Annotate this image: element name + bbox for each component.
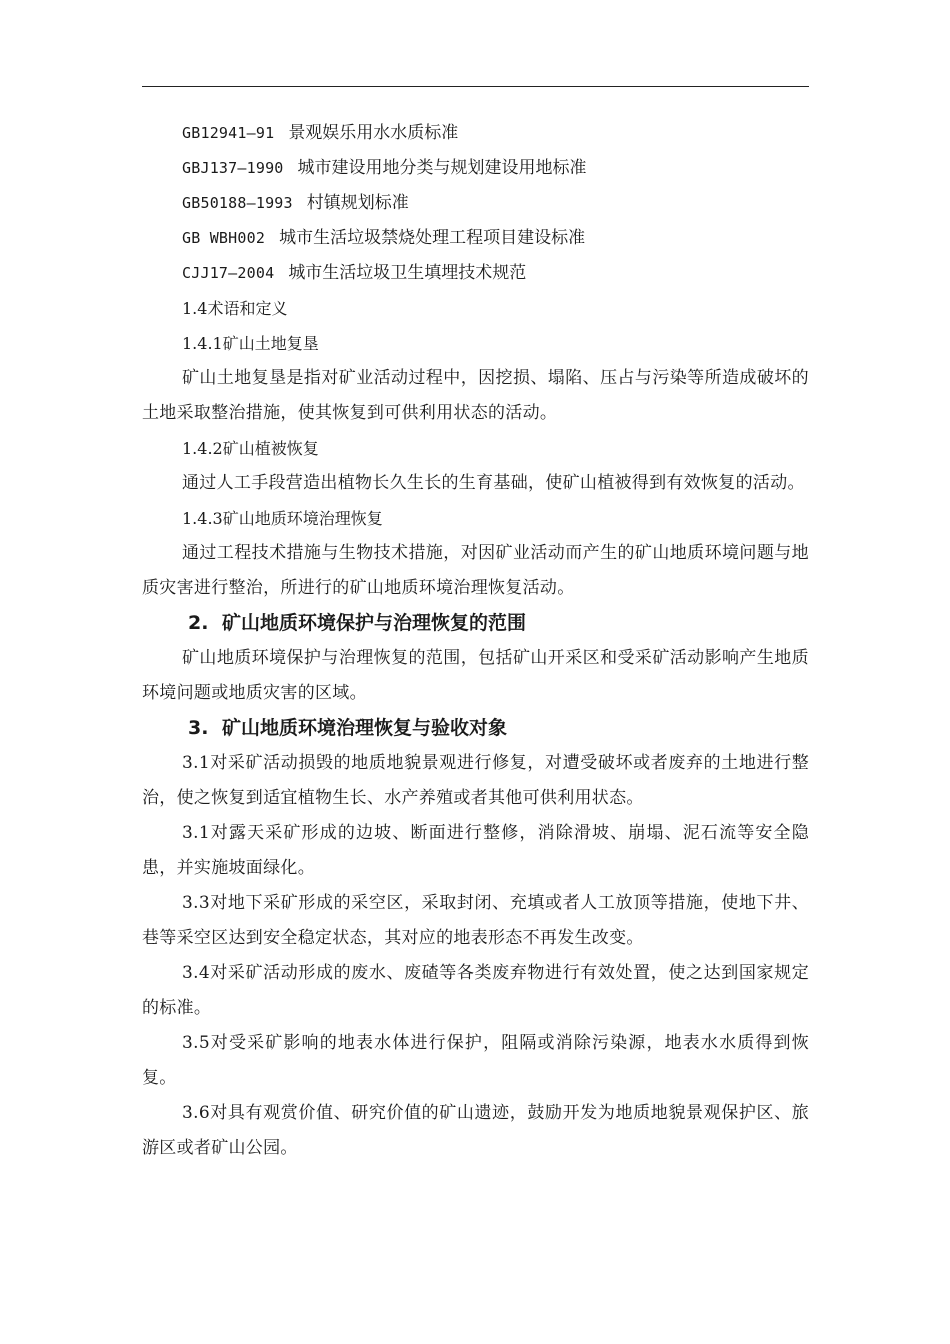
standard-item — [142, 116, 809, 151]
section-3-item: 3.3对地下采矿形成的采空区，采取封闭、充填或者人工放顶等措施，使地下井、巷等采空区达到安全稳定状态，其对应的地表形态不再发生改变。 — [142, 893, 809, 948]
term-heading: 1.4.3矿山地质环境治理恢复 — [182, 509, 383, 528]
section-number: 3. — [188, 717, 209, 739]
section-number: 2. — [188, 612, 209, 634]
section-3-item: 3.4对采矿活动形成的废水、废碴等各类废弃物进行有效处置，使之达到国家规定的标准。 — [142, 963, 809, 1018]
standard-item — [142, 186, 809, 221]
section-2-paragraph: 矿山地质环境保护与治理恢复的范围，包括矿山开采区和受采矿活动影响产生地质环境问题或地质灾害的区域。 — [142, 648, 809, 703]
section-3-item: 3.6对具有观赏价值、研究价值的矿山遗迹，鼓励开发为地质地貌景观保护区、旅游区或者矿山公园。 — [142, 1103, 809, 1158]
standard-title: 景观娱乐用水水质标准 — [288, 123, 459, 143]
section-1-4-heading: 1.4术语和定义 — [182, 299, 288, 318]
document-body — [142, 116, 809, 1166]
standard-item — [142, 256, 809, 291]
standard-title: 村镇规划标准 — [306, 193, 409, 213]
standard-code: GBJ137—1990 — [182, 159, 284, 177]
standard-title: 城市生活垃圾禁烧处理工程项目建设标准 — [279, 228, 586, 248]
standard-code: GB12941—91 — [182, 124, 275, 142]
section-3-item: 3.1对采矿活动损毁的地质地貌景观进行修复，对遭受破坏或者废弃的土地进行整治，使之恢复到适宜植物生长、水产养殖或者其他可供利用状态。 — [142, 753, 809, 808]
term-definition: 通过工程技术措施与生物技术措施，对因矿业活动而产生的矿山地质环境问题与地质灾害进行整治，所进行的矿山地质环境治理恢复活动。 — [142, 543, 809, 598]
term-heading: 1.4.2矿山植被恢复 — [182, 439, 319, 458]
header-rule — [142, 86, 809, 87]
section-3-item: 3.5对受采矿影响的地表水体进行保护，阻隔或消除污染源，地表水水质得到恢复。 — [142, 1033, 809, 1088]
term-definition: 通过人工手段营造出植物长久生长的生育基础，使矿山植被得到有效恢复的活动。 — [182, 473, 805, 493]
standard-code: CJJ17—2004 — [182, 264, 275, 282]
standard-item — [142, 221, 809, 256]
section-2-title — [142, 606, 809, 641]
term-heading: 1.4.1矿山土地复垦 — [182, 334, 319, 353]
section-title-text: 矿山地质环境保护与治理恢复的范围 — [222, 612, 527, 634]
standard-code: GB WBH002 — [182, 229, 266, 247]
section-3-title — [142, 711, 809, 746]
term-definition: 矿山土地复垦是指对矿业活动过程中，因挖损、塌陷、压占与污染等所造成破坏的土地采取整治措施，使其恢复到可供利用状态的活动。 — [142, 368, 809, 423]
standard-code: GB50188—1993 — [182, 194, 293, 212]
standard-title: 城市建设用地分类与规划建设用地标准 — [297, 158, 587, 178]
standard-item — [142, 151, 809, 186]
section-title-text: 矿山地质环境治理恢复与验收对象 — [222, 717, 508, 739]
section-3-item: 3.1对露天采矿形成的边坡、断面进行整修，消除滑坡、崩塌、泥石流等安全隐患，并实施坡面绿化。 — [142, 823, 809, 878]
standard-title: 城市生活垃圾卫生填埋技术规范 — [288, 263, 527, 283]
standards-list — [142, 116, 809, 291]
